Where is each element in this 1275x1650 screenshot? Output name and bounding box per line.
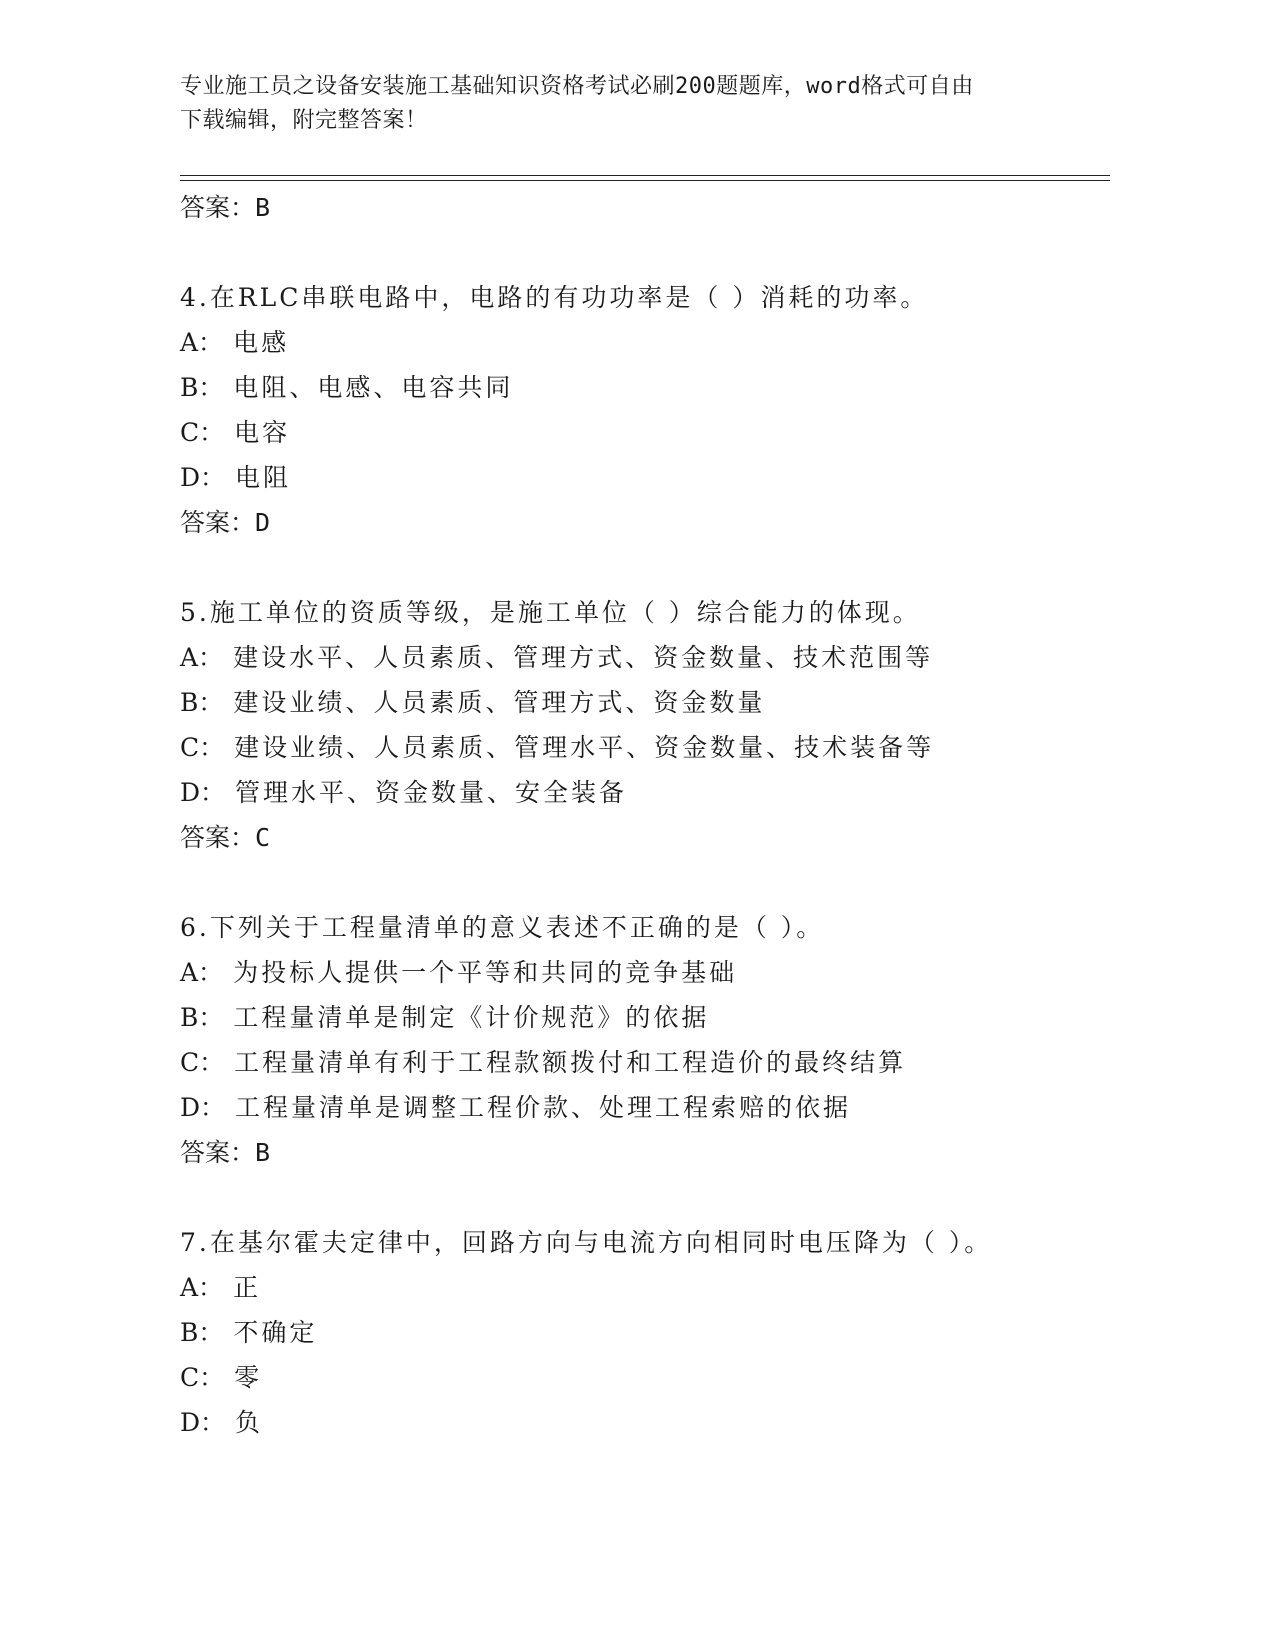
header-divider — [180, 175, 1110, 181]
spacer — [180, 1175, 1110, 1220]
option-key: A： — [180, 1273, 224, 1302]
option-key: D： — [180, 778, 226, 807]
document-body — [180, 185, 1110, 1445]
option-text: 电阻、电感、电容共同 — [233, 373, 514, 402]
question-answer: 答案：D — [180, 508, 271, 537]
question-answer: 答案：B — [180, 1138, 271, 1167]
option-key: C： — [180, 1363, 225, 1392]
option-text: 工程量清单是制定《计价规范》的依据 — [233, 1003, 710, 1032]
option-text: 为投标人提供一个平等和共同的竞争基础 — [233, 958, 738, 987]
option-text: 正 — [233, 1273, 262, 1302]
option-b — [180, 995, 1110, 1040]
option-key: B： — [180, 688, 224, 717]
option-a — [180, 635, 1110, 680]
option-a — [180, 950, 1110, 995]
option-text: 建设业绩、人员素质、管理水平、资金数量、技术装备等 — [234, 733, 935, 762]
option-text: 电容 — [234, 418, 291, 447]
option-text: 电阻 — [235, 463, 292, 492]
question-stem: 4.在RLC串联电路中，电路的有功功率是（ ）消耗的功率。 — [180, 283, 929, 312]
question-block — [180, 905, 1110, 1175]
option-key: C： — [180, 418, 225, 447]
option-text: 工程量清单是调整工程价款、处理工程索赔的依据 — [235, 1093, 852, 1122]
option-key: B： — [180, 1003, 224, 1032]
option-text: 电感 — [233, 328, 290, 357]
spacer — [180, 230, 1110, 275]
option-key: A： — [180, 958, 224, 987]
document-title-line-2: 下载编辑，附完整答案！ — [180, 108, 428, 133]
option-text: 管理水平、资金数量、安全装备 — [235, 778, 628, 807]
previous-question-answer: 答案：B — [180, 193, 271, 222]
question-stem: 5.施工单位的资质等级，是施工单位（ ）综合能力的体现。 — [180, 598, 921, 627]
question-block — [180, 590, 1110, 860]
option-d — [180, 1400, 1110, 1445]
option-key: A： — [180, 328, 224, 357]
option-c — [180, 1355, 1110, 1400]
question-block — [180, 275, 1110, 545]
option-b — [180, 365, 1110, 410]
option-c — [180, 1040, 1110, 1085]
option-a — [180, 320, 1110, 365]
question-stem: 7.在基尔霍夫定律中，回路方向与电流方向相同时电压降为（ ）。 — [180, 1228, 993, 1257]
option-text: 零 — [234, 1363, 263, 1392]
option-text: 建设业绩、人员素质、管理方式、资金数量 — [233, 688, 766, 717]
question-answer: 答案：C — [180, 823, 271, 852]
option-key: C： — [180, 733, 225, 762]
option-c — [180, 725, 1110, 770]
option-key: D： — [180, 463, 226, 492]
option-text: 工程量清单有利于工程款额拨付和工程造价的最终结算 — [234, 1048, 907, 1077]
question-stem: 6.下列关于工程量清单的意义表述不正确的是（ ）。 — [180, 913, 825, 942]
option-key: B： — [180, 373, 224, 402]
option-b — [180, 1310, 1110, 1355]
option-text: 负 — [235, 1408, 264, 1437]
option-key: D： — [180, 1408, 226, 1437]
option-key: A： — [180, 643, 224, 672]
spacer — [180, 545, 1110, 590]
option-d — [180, 455, 1110, 500]
spacer — [180, 860, 1110, 905]
option-d — [180, 1085, 1110, 1130]
option-b — [180, 680, 1110, 725]
option-key: D： — [180, 1093, 226, 1122]
question-block — [180, 1220, 1110, 1445]
option-c — [180, 410, 1110, 455]
option-d — [180, 770, 1110, 815]
option-key: B： — [180, 1318, 224, 1347]
document-title-line-1: 专业施工员之设备安装施工基础知识资格考试必刷200题题库，word格式可自由 — [180, 74, 974, 99]
option-text: 建设水平、人员素质、管理方式、资金数量、技术范围等 — [233, 643, 934, 672]
page-header — [180, 70, 1040, 138]
option-a — [180, 1265, 1110, 1310]
option-text: 不确定 — [233, 1318, 318, 1347]
option-key: C： — [180, 1048, 225, 1077]
